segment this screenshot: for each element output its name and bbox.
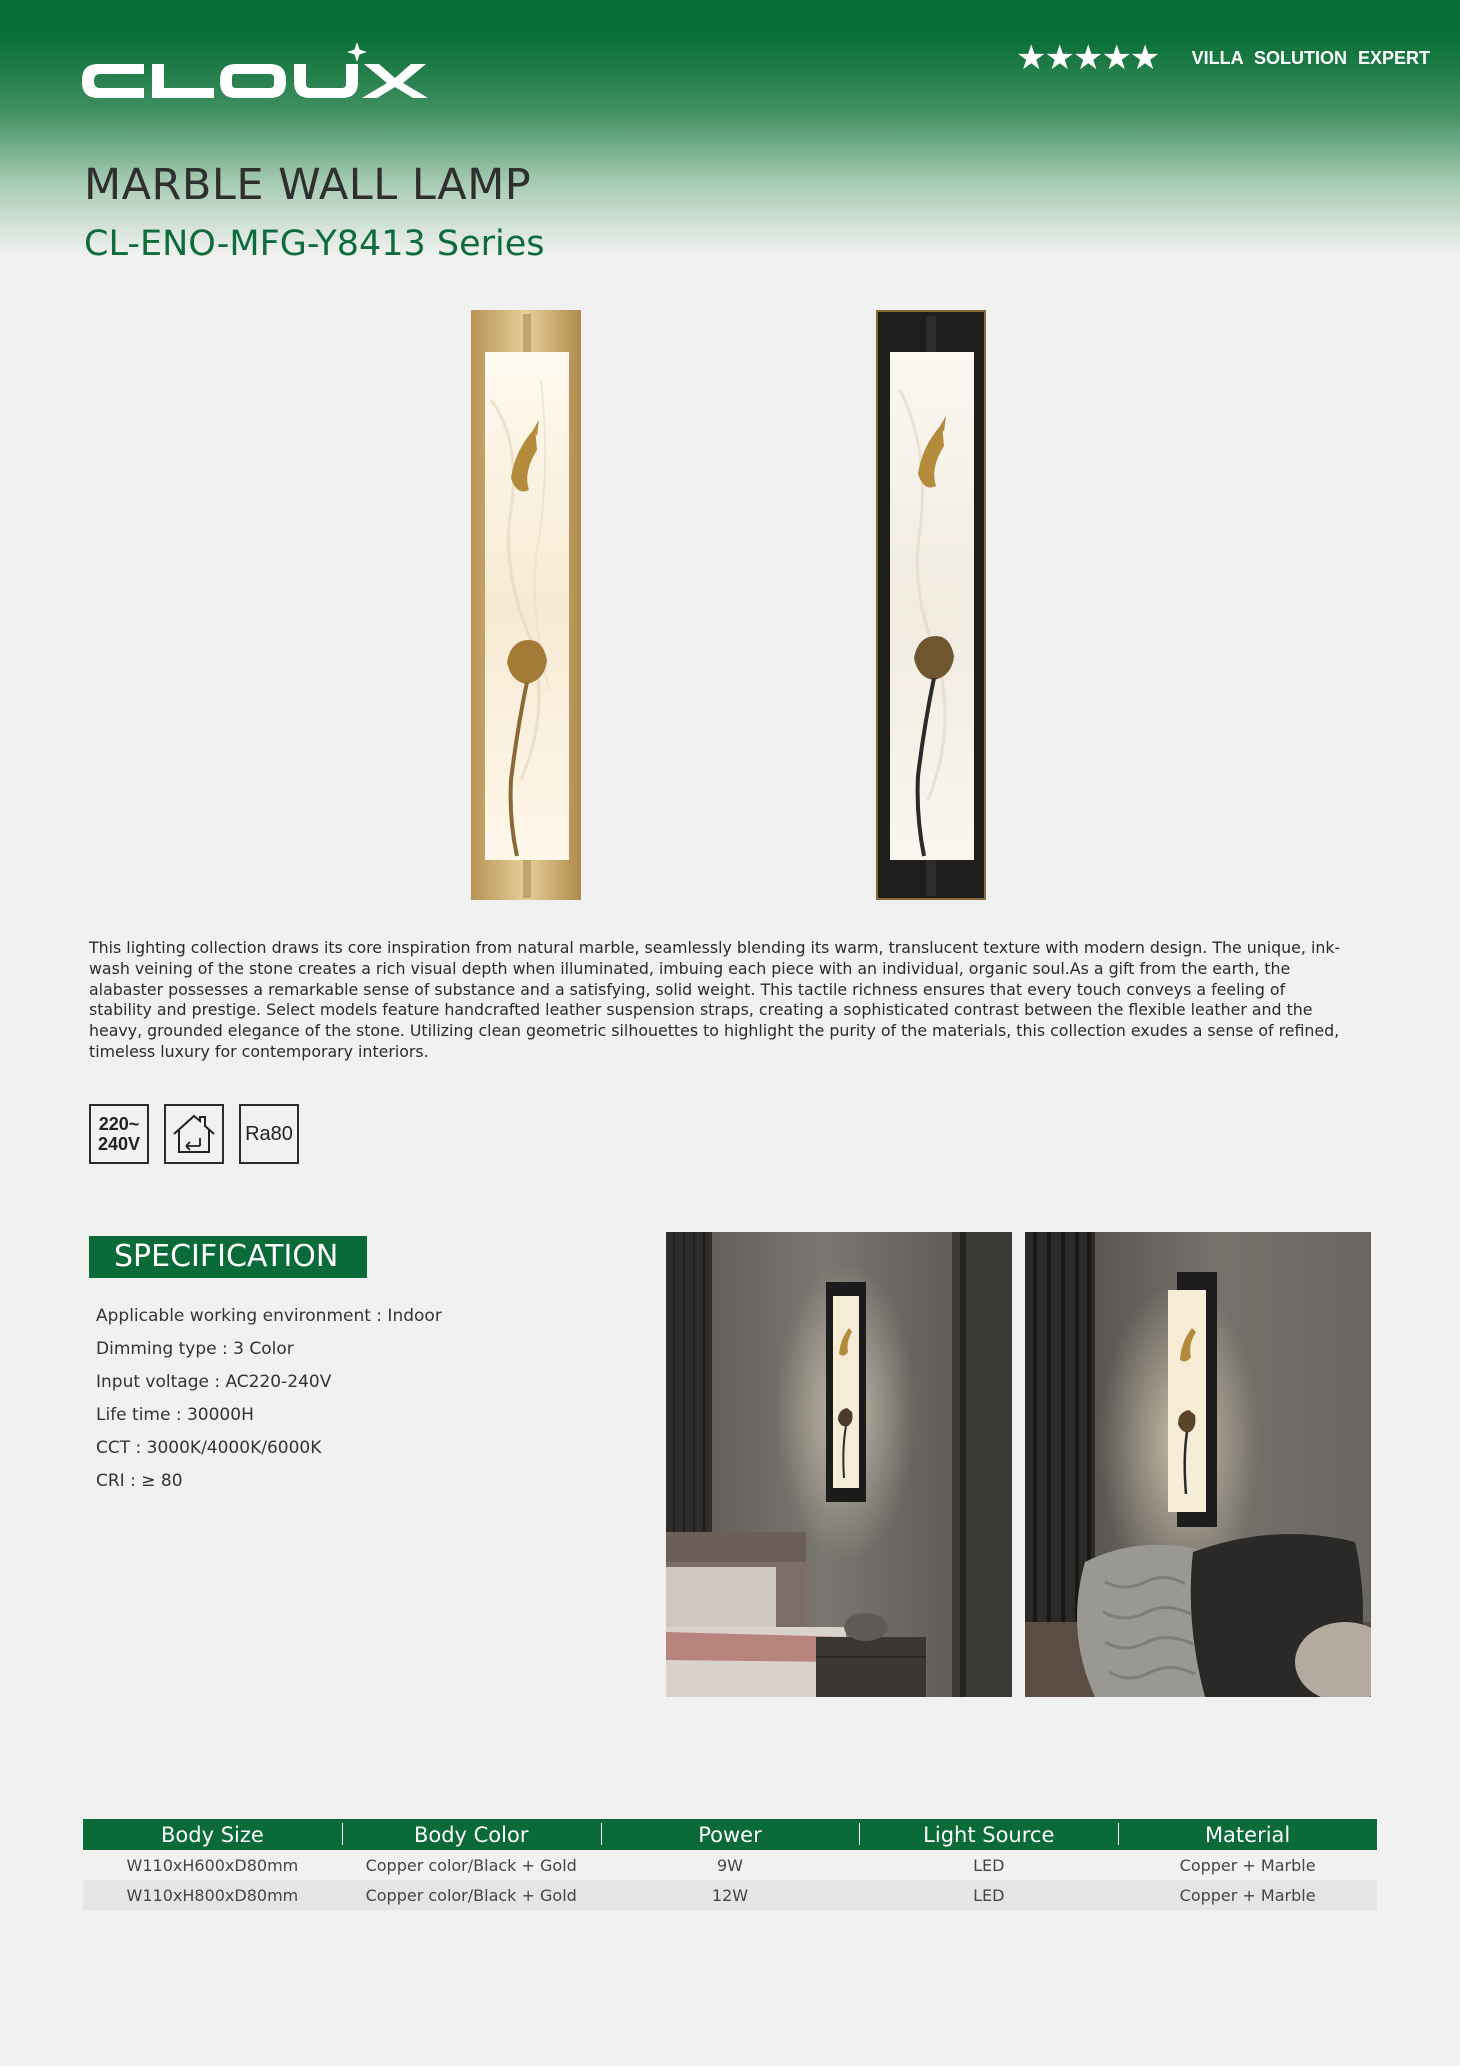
voltage-badge	[89, 1104, 149, 1164]
cri-badge	[239, 1104, 299, 1164]
header-band	[0, 0, 1460, 260]
spec-item: CCT : 3000K/4000K/6000K	[96, 1438, 322, 1458]
product-series: CL-ENO-MFG-Y8413 Series	[84, 224, 545, 264]
brand-tagline: VILLA SOLUTION EXPERT	[1191, 48, 1430, 68]
table-cell: W110xH600xD80mm	[126, 1855, 299, 1875]
table-header-row	[83, 1819, 1377, 1850]
table-row	[83, 1850, 1377, 1880]
table-cell: Copper color/Black + Gold	[365, 1855, 577, 1875]
spec-item: Input voltage : AC220-240V	[96, 1372, 332, 1392]
spec-item: Life time : 30000H	[96, 1405, 254, 1425]
column-header-power: Power	[601, 1819, 860, 1850]
indoor-house-icon	[166, 1106, 222, 1162]
table-cell: LED	[973, 1855, 1005, 1875]
column-header-body-color: Body Color	[342, 1819, 601, 1850]
table-cell: Copper color/Black + Gold	[342, 1880, 601, 1910]
sofa-lifestyle-photo	[1025, 1232, 1371, 1697]
table-cell: Copper + Marble	[1118, 1880, 1377, 1910]
indoor-badge	[164, 1104, 224, 1164]
spec-item: Dimming type : 3 Color	[96, 1339, 294, 1359]
product-spec-table	[83, 1819, 1377, 1910]
table-cell: LED	[859, 1880, 1118, 1910]
voltage-badge-line2: 240V	[97, 1134, 141, 1154]
cloux-logo	[82, 42, 438, 102]
table-cell: 12W	[601, 1880, 860, 1910]
rating-stars: ★★★★★	[1016, 38, 1159, 78]
cri-badge-label: Ra80	[245, 1123, 293, 1145]
column-header-body-size: Body Size	[83, 1819, 342, 1850]
product-description: This lighting collection draws its core inspiration from natural marble, seamlessly blending its warm, translucent texture with modern design. The unique, ink-wash veining of the stone creates a rich visual depth when illuminated, imbuing each piece with an individual, organic soul.As a gift from the earth, the alabaster possesses a remarkable sense of substance and a satisfying, solid weight. This tactile richness ensures that every touch conveys a feeling of stability and prestige. Select models feature handcrafted leather suspension straps, creating a sophisticated contrast between the flexible leather and the heavy, grounded elegance of the stone. Utilizing clean geometric silhouettes to highlight the purity of the materials, this collection exudes a sense of refined, timeless luxury for contemporary interiors.	[89, 938, 1341, 1061]
table-cell: 9W	[716, 1855, 743, 1875]
bedroom-lifestyle-photo	[666, 1232, 1012, 1697]
table-cell: W110xH800xD80mm	[83, 1880, 342, 1910]
table-cell: Copper + Marble	[1179, 1855, 1316, 1875]
specification-list	[96, 1300, 656, 1500]
column-header-light-source: Light Source	[859, 1819, 1118, 1850]
black-wall-lamp-image	[876, 310, 988, 902]
table-row	[83, 1880, 1377, 1910]
gold-wall-lamp-image	[471, 310, 583, 902]
specification-heading: SPECIFICATION	[89, 1236, 367, 1278]
voltage-badge-line1: 220~	[98, 1114, 140, 1134]
product-title: MARBLE WALL LAMP	[84, 160, 532, 210]
spec-item: Applicable working environment : Indoor	[96, 1306, 442, 1326]
spec-item: CRI : ≥ 80	[96, 1471, 183, 1491]
column-header-material: Material	[1118, 1819, 1377, 1850]
